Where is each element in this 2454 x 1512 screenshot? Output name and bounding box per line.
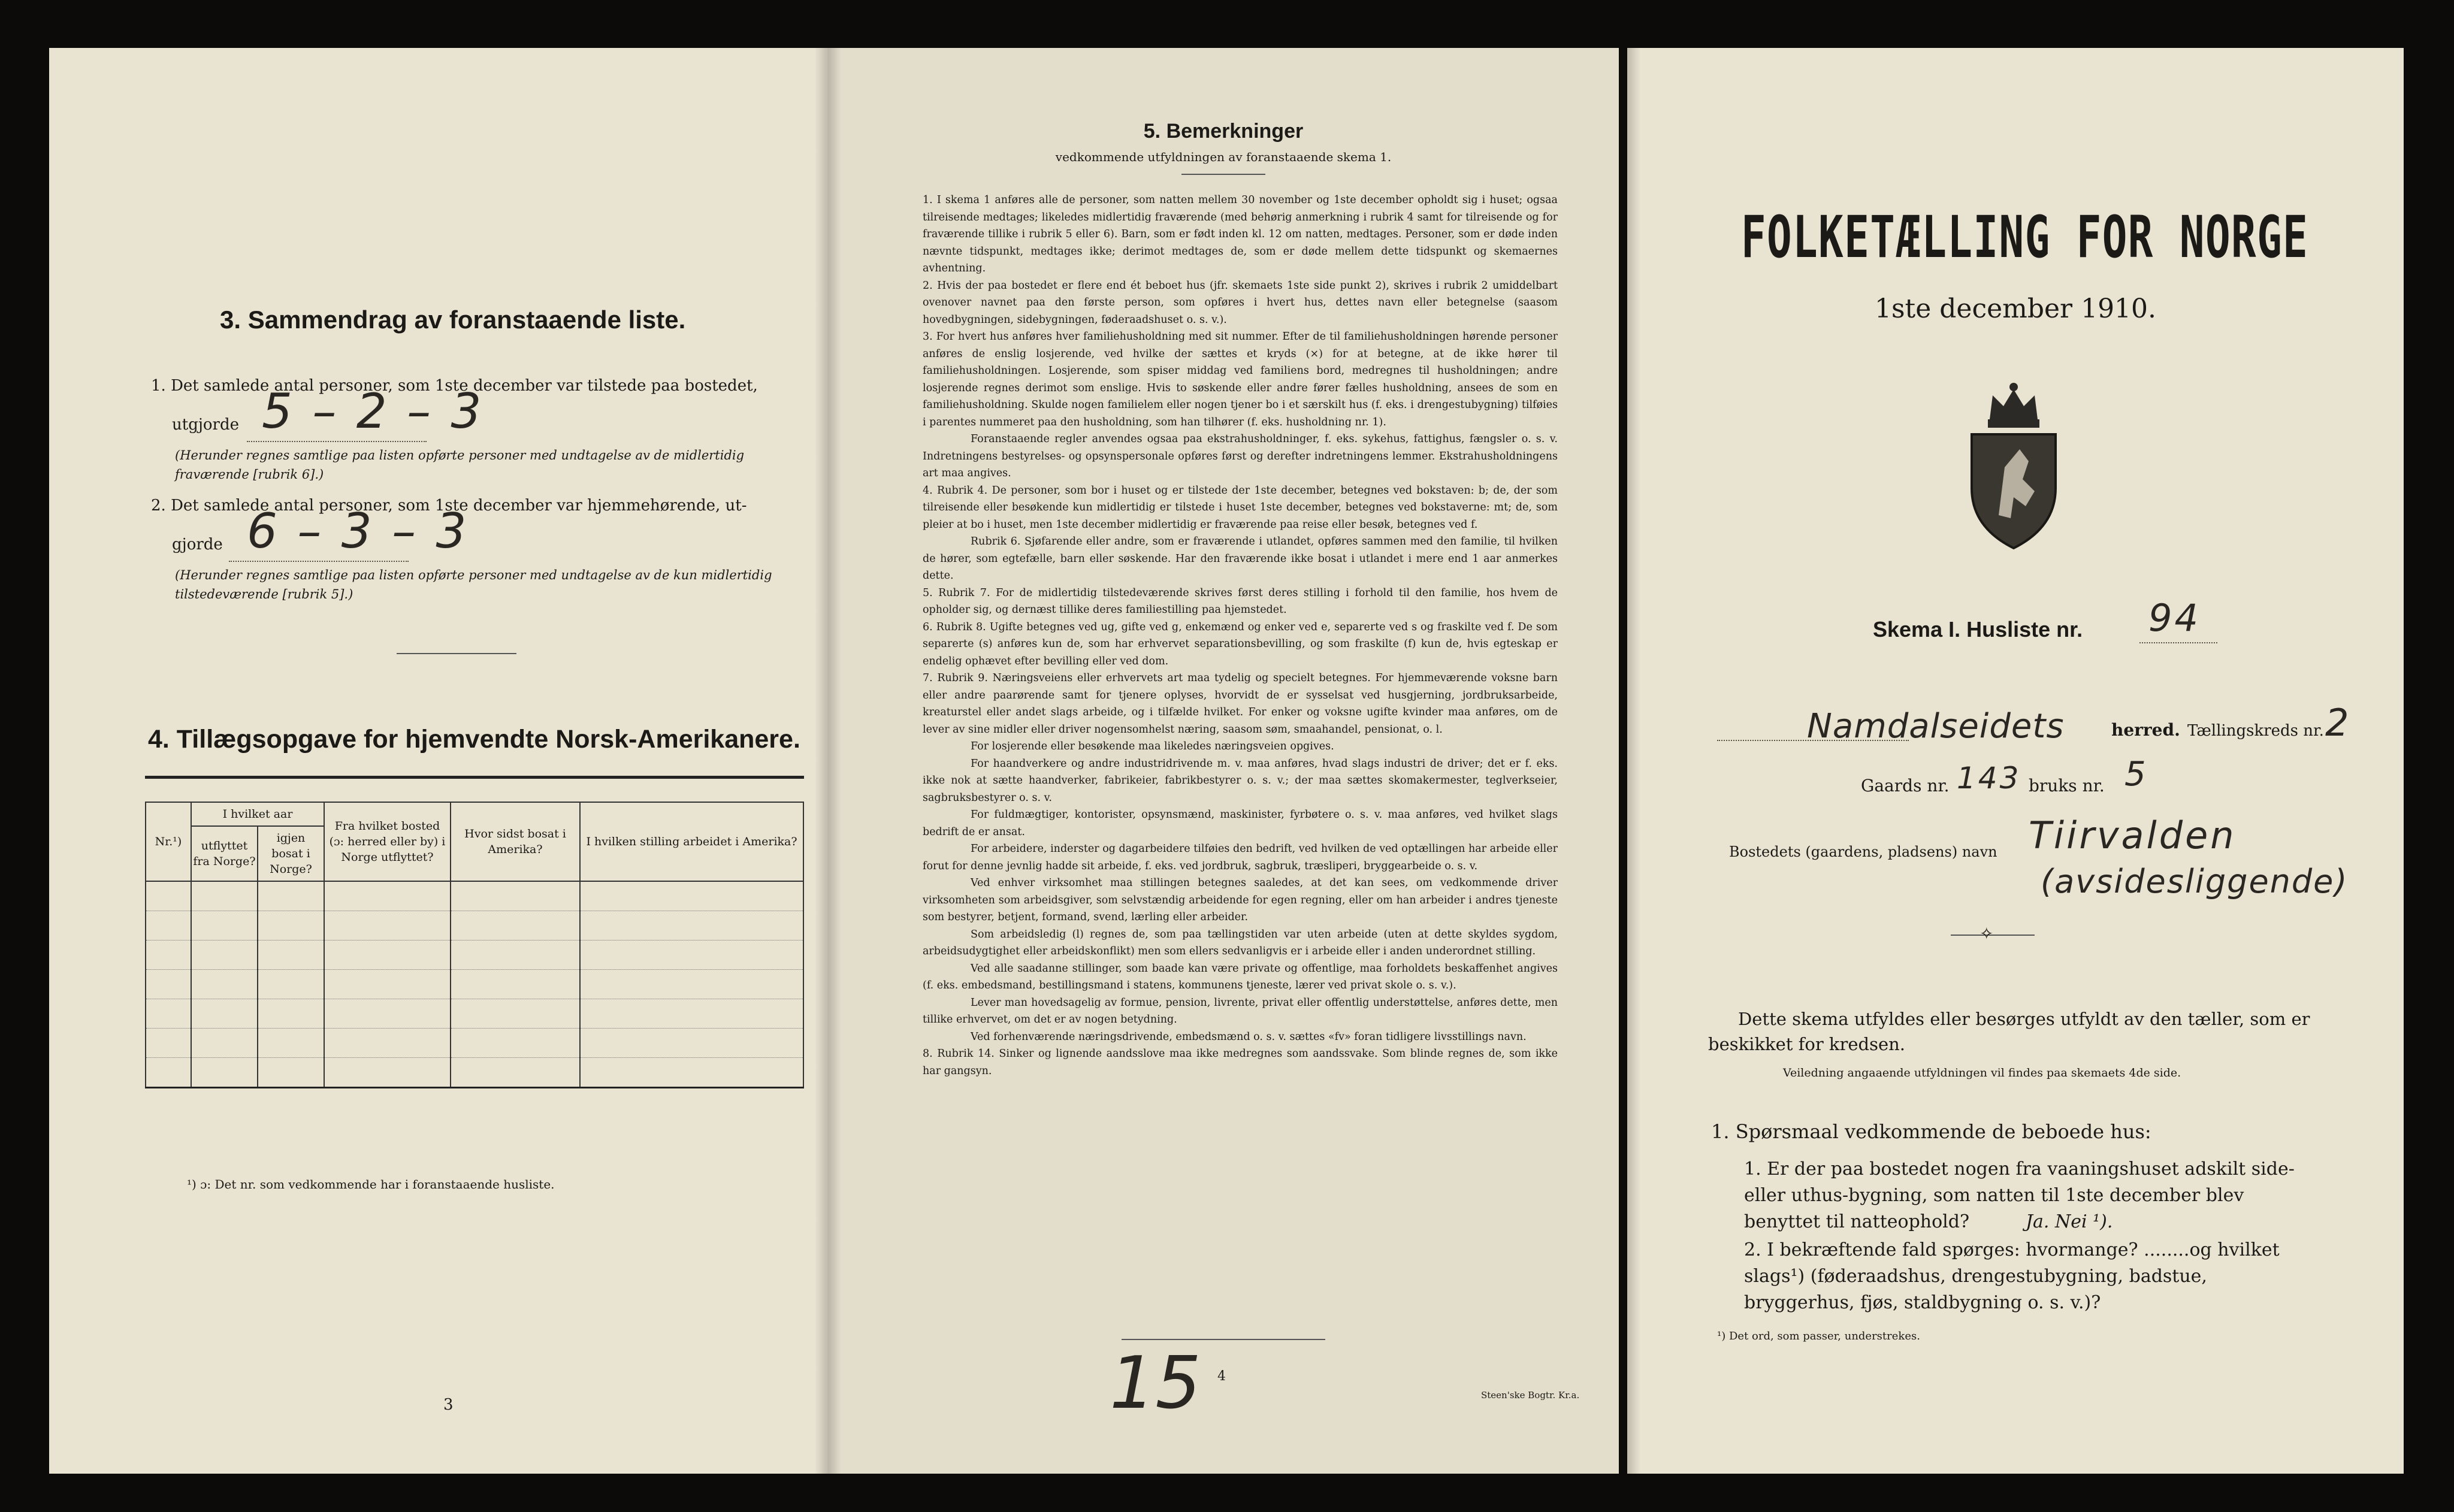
- remark-1: 1. I skema 1 anføres alle de personer, som natten mellem 30 november og 1ste december opholdt sig i huset; ogsaa tilreisende medtages; likeledes midlertidig fraværende (med behørig anmerkning i rubrik 4 samt for tilreisende og for fraværende tillike i rubrik 5 eller 6). Barn, som er født inden kl. 12 om natten, medtages. Personer, som er døde inden nævnte tidspunkt, medtages ikke; derimot medtages de, som er døde mellem dette tidspunkt og skemaernes avhentning.: [923, 194, 1558, 274]
- table-row: [146, 1029, 803, 1058]
- remark-7f: Ved enhver virksomhet maa stillingen betegnes saaledes, at det kan sees, om vedkommende driver virksomheten som arbeidsgiver, som selvstændig arbeidende for egen regning, eller om han arbeider i andres tjeneste som bestyrer, betjent, formand, svend, lærling eller arbeider.: [923, 877, 1558, 923]
- veiledning: Veiledning angaaende utfyldningen vil findes paa skemaets 4de side.: [1783, 1066, 2181, 1079]
- table-row: [146, 970, 803, 999]
- item-1-note: (Herunder regnes samtlige paa listen opførte personer med undtagelse av de midlertidig fraværende [rubrik 6].): [175, 448, 745, 482]
- page-number-3: 3: [443, 1396, 454, 1414]
- fold-shadow: [815, 48, 828, 1474]
- remark-4b: Rubrik 6. Sjøfarende eller andre, som er fraværende i utlandet, opføres sammen med den familie, til hvilken de hører, som egtefælle, barn eller søskende. Har den fraværende ikke bosat i utlandet i mere end 1 aar anmerkes dette.: [923, 536, 1558, 582]
- page3-footnote: ¹) Det ord, som passer, understrekes.: [1717, 1330, 1920, 1342]
- col-igjen: igjen bosat i Norge?: [258, 826, 324, 881]
- husliste-line: [2139, 642, 2217, 643]
- fold-shadow: [828, 48, 841, 1474]
- remark-6: 6. Rubrik 8. Ugifte betegnes ved ug, gifte ved g, enkemænd og enker ved e, separerte ved s og fraskilte ved f. De som separerte (s) anføres kun de, som har erhvervet separationsbevilling, og som fraskilte (f) kun de, hvis egteskap er endelig ophævet efter bevilling eller ved dom.: [923, 621, 1558, 667]
- item-1-line: [247, 441, 427, 442]
- norway-coat-of-arms-icon: [1957, 377, 2071, 551]
- intro-text: Dette skema utfyldes eller besørges utfyldt av den tæller, som er beskikket for kredsen.: [1708, 1009, 2310, 1054]
- skema-label: Skema I. Husliste nr.: [1873, 617, 2083, 642]
- col-stilling: I hvilken stilling arbeidet i Amerika?: [580, 802, 803, 881]
- remark-8: 8. Rubrik 14. Sinker og lignende aandsslove maa ikke medregnes som aandssvake. Som blinde regnes de, som ikke har gangsyn.: [923, 1048, 1558, 1077]
- question-section-title: 1. Spørsmaal vedkommende de beboede hus:: [1711, 1120, 2151, 1143]
- page-number-4: 4: [1217, 1369, 1226, 1384]
- item-2-line: [229, 561, 409, 562]
- question-1: 1. Er der paa bostedet nogen fra vaaningshuset adskilt side- eller uthus-bygning, som natten til 1ste december blev benyttet til natteophold?: [1744, 1159, 2295, 1232]
- end-rule: [1122, 1339, 1325, 1340]
- item-2-utgjorde: gjorde: [172, 536, 223, 554]
- herred-name: Namdalseidets: [1807, 707, 2065, 746]
- question-1-answer: Ja. Nei ¹).: [2026, 1211, 2113, 1232]
- item-2-handwritten-count: 6 – 3 – 3: [247, 503, 469, 559]
- page-left: [49, 48, 828, 1474]
- remark-7d: For fuldmægtiger, kontorister, opsynsmænd, maskinister, fyrbøtere o. s. v. maa anføres, ved hvilket slags bedrift de er ansat.: [923, 809, 1558, 838]
- ornament-icon: ✧: [1979, 924, 1994, 944]
- remark-7g: Som arbeidsledig (l) regnes de, som paa tællingstiden var uten arbeide (uten at dette skyldes sygdom, arbeidsudygtighet eller arbeidskonflikt) men som ellers sedvanligvis er i arbeide eller i anden underordnet stilling.: [923, 928, 1558, 957]
- table-top-rule: [145, 776, 804, 779]
- main-title-wrap: [1741, 204, 2400, 300]
- item-1-utgjorde: utgjorde: [172, 416, 240, 434]
- col-hvor: Hvor sidst bosat i Amerika?: [451, 802, 580, 881]
- table-row: [146, 881, 803, 911]
- col-nr: Nr.¹): [146, 802, 191, 881]
- fold-shadow: [1627, 48, 1640, 1474]
- col-fra: Fra hvilket bosted (ɔ: herred eller by) i Norge utflyttet?: [324, 802, 451, 881]
- census-date: 1ste december 1910.: [1874, 294, 2157, 324]
- table-footnote: ¹) ɔ: Det nr. som vedkommende har i foranstaaende husliste.: [187, 1177, 555, 1192]
- table-row: [146, 941, 803, 970]
- remark-3: 3. For hvert hus anføres hver familiehusholdning med sit nummer. Efter de til familiehusholdningen hørende personer anføres de enslig losjerende, ved hvilke der sættes et kryds (×) for at betegne, at de ikke hører til familiehusholdningen. Losjerende, som spiser middag ved familiens bord, medregnes til husholdningen; andre losjerende regnes derimot som enslige. Hvis to søskende eller andre fører fælles husholdning, ansees de som en familiehusholdning. Skulde nogen familielem eller nogen tjener bo i et særskilt hus (f. eks. i drengestubygning) tilføies i parentes nummeret paa den husholdning, som han tilhører (f. eks. husholdning nr. 1).: [923, 331, 1558, 428]
- remark-5: 5. Rubrik 7. For de midlertidig tilstedeværende skrives først deres stilling i forhold til den familie, hos hvem de opholder sig, og dernæst tillike deres familiestilling paa hjemstedet.: [923, 586, 1558, 616]
- item-1-text: 1. Det samlede antal personer, som 1ste december var tilstede paa bostedet,: [151, 377, 758, 395]
- remark-7h: Ved alle saadanne stillinger, som baade kan være private og offentlige, maa forholdets beskaffenhet angives (f. eks. embedsmand, bestillingsmand i statens, kommunens tjeneste, lærer ved privat skole o. s. v.).: [923, 962, 1558, 991]
- section-3-title: 3. Sammendrag av foranstaaende liste.: [220, 306, 686, 334]
- item-1-handwritten-count: 5 – 2 – 3: [262, 383, 484, 439]
- table-row: [146, 1058, 803, 1088]
- table-row: [146, 911, 803, 941]
- remark-7j: Ved forhenværende næringsdrivende, embedsmænd o. s. v. sættes «fv» foran tidligere livsstillings navn.: [971, 1030, 1527, 1043]
- remarks-title: 5. Bemerkninger: [1143, 120, 1304, 143]
- main-title: FOLKETÆLLING FOR NORGE: [1741, 204, 2309, 271]
- norsk-amerikanere-table: [145, 802, 804, 1088]
- remark-3b: Foranstaaende regler anvendes ogsaa paa ekstrahusholdninger, f. eks. sykehus, fattighus, fængsler o. s. v. Indretningens bestyrelses- og opsynspersonale opføres først og derefter indretningens lemmer. Ekstrahusholdningens art maa angives.: [923, 433, 1558, 479]
- remarks-subtitle: vedkommende utfyldningen av foranstaaende skema 1.: [1055, 150, 1392, 164]
- divider: [397, 653, 516, 654]
- krets-label: Tællingskreds nr.: [2187, 722, 2324, 740]
- remarks-list: [923, 192, 1558, 1079]
- table-row: [146, 999, 803, 1029]
- item-2-text: 2. Det samlede antal personer, som 1ste december var hjemmehørende, ut-: [151, 497, 747, 515]
- bruks-nr: 5: [2124, 755, 2148, 794]
- remarks-divider: [1181, 174, 1265, 175]
- question-2: 2. I bekræftende fald spørges: hvormange? ........og hvilket slags¹) (føderaadshus, drengestubygning, badstue, bryggerhus, fjøs, staldbygning o. s. v.)?: [1744, 1239, 2280, 1313]
- remark-7c: For haandverkere og andre industridrivende m. v. maa anføres, hvad slags industri de driver; det er f. eks. ikke nok at sætte haandverker, fabrikeier, fabrikbestyrer o. s. v.; der maa sættes skomakermester, teglverkseier, sagbruksbestyrer o. s. v.: [923, 757, 1558, 804]
- bosted-name: Tiirvalden: [2029, 814, 2237, 857]
- handwritten-number: 15: [1110, 1342, 1201, 1425]
- item-2-note: (Herunder regnes samtlige paa listen opførte personer med undtagelse av de kun midlertidig tilstedeværende [rubrik 5].): [175, 568, 772, 601]
- remark-4: 4. Rubrik 4. De personer, som bor i huset og er tilstede der 1ste december, betegnes ved bokstaven: b; de, der som tilreisende eller besøkende kun midlertidig er tilstede i huset 1ste december, betegnes ved bokstaverne: mt; de, som pleier at bo i huset, men 1ste december midlertidig er fraværende paa reise eller besøk, betegnes ved f.: [923, 484, 1558, 531]
- bosted-note: (avsidesliggende): [2041, 863, 2349, 900]
- husliste-nr: 94: [2148, 596, 2201, 640]
- section-4-title: 4. Tillægsopgave for hjemvendte Norsk-Amerikanere.: [148, 725, 800, 754]
- page-right: [1627, 48, 2404, 1474]
- gaards-nr: 143: [1957, 761, 2021, 796]
- gaards-label: Gaards nr.: [1861, 776, 1950, 796]
- page-middle: [828, 48, 1619, 1474]
- remark-7: 7. Rubrik 9. Næringsveiens eller erhvervets art maa tydelig og specielt betegnes. For hjemmeværende voksne barn eller andre paarørende samt for tjenere oplyses, hvorvidt de er sysselsat ved husgjerning, jordbruksarbeide, kreaturstel eller andet slags arbeide, og i tilfælde hvilket. For enker og voksne ugifte kvinder maa anføres, om de lever av sine midler eller driver nogensomhelst næring, saasom søm, smaahandel, pensionat, o. l.: [923, 672, 1558, 736]
- remark-7i: Lever man hovedsagelig av formue, pension, livrente, privat eller offentlig understøttelse, anføres dette, men tillike erhvervet, om det er av nogen betydning.: [923, 996, 1558, 1026]
- col-utflyttet: utflyttet fra Norge?: [191, 826, 258, 881]
- printer-mark: Steen'ske Bogtr. Kr.a.: [1481, 1390, 1580, 1401]
- remark-7e: For arbeidere, inderster og dagarbeidere tilføies den bedrift, ved hvilken de ved optællingen har arbeide eller forut for denne jevnlig hadde sit arbeide, f. eks. ved jordbruk, sagbruk, træsliperi, bryggearbeide o. s. v.: [923, 843, 1558, 872]
- remark-7b: For losjerende eller besøkende maa likeledes næringsveien opgives.: [971, 740, 1334, 752]
- remark-2: 2. Hvis der paa bostedet er flere end ét beboet hus (jfr. skemaets 1ste side punkt 2), skrives i rubrik 2 umiddelbart ovenover navnet paa den første person, som opføres i hvert hus, dettes navn eller betegnelse (saasom hovedbygningen, sidebygningen, føderaadshuset o. s. v.).: [923, 279, 1558, 326]
- krets-nr: 2: [2325, 701, 2352, 745]
- col-group-aar: I hvilket aar: [191, 802, 324, 826]
- bruks-label: bruks nr.: [2029, 776, 2105, 796]
- herred-label: herred.: [2111, 720, 2180, 740]
- bosted-label: Bostedets (gaardens, pladsens) navn: [1729, 843, 1997, 860]
